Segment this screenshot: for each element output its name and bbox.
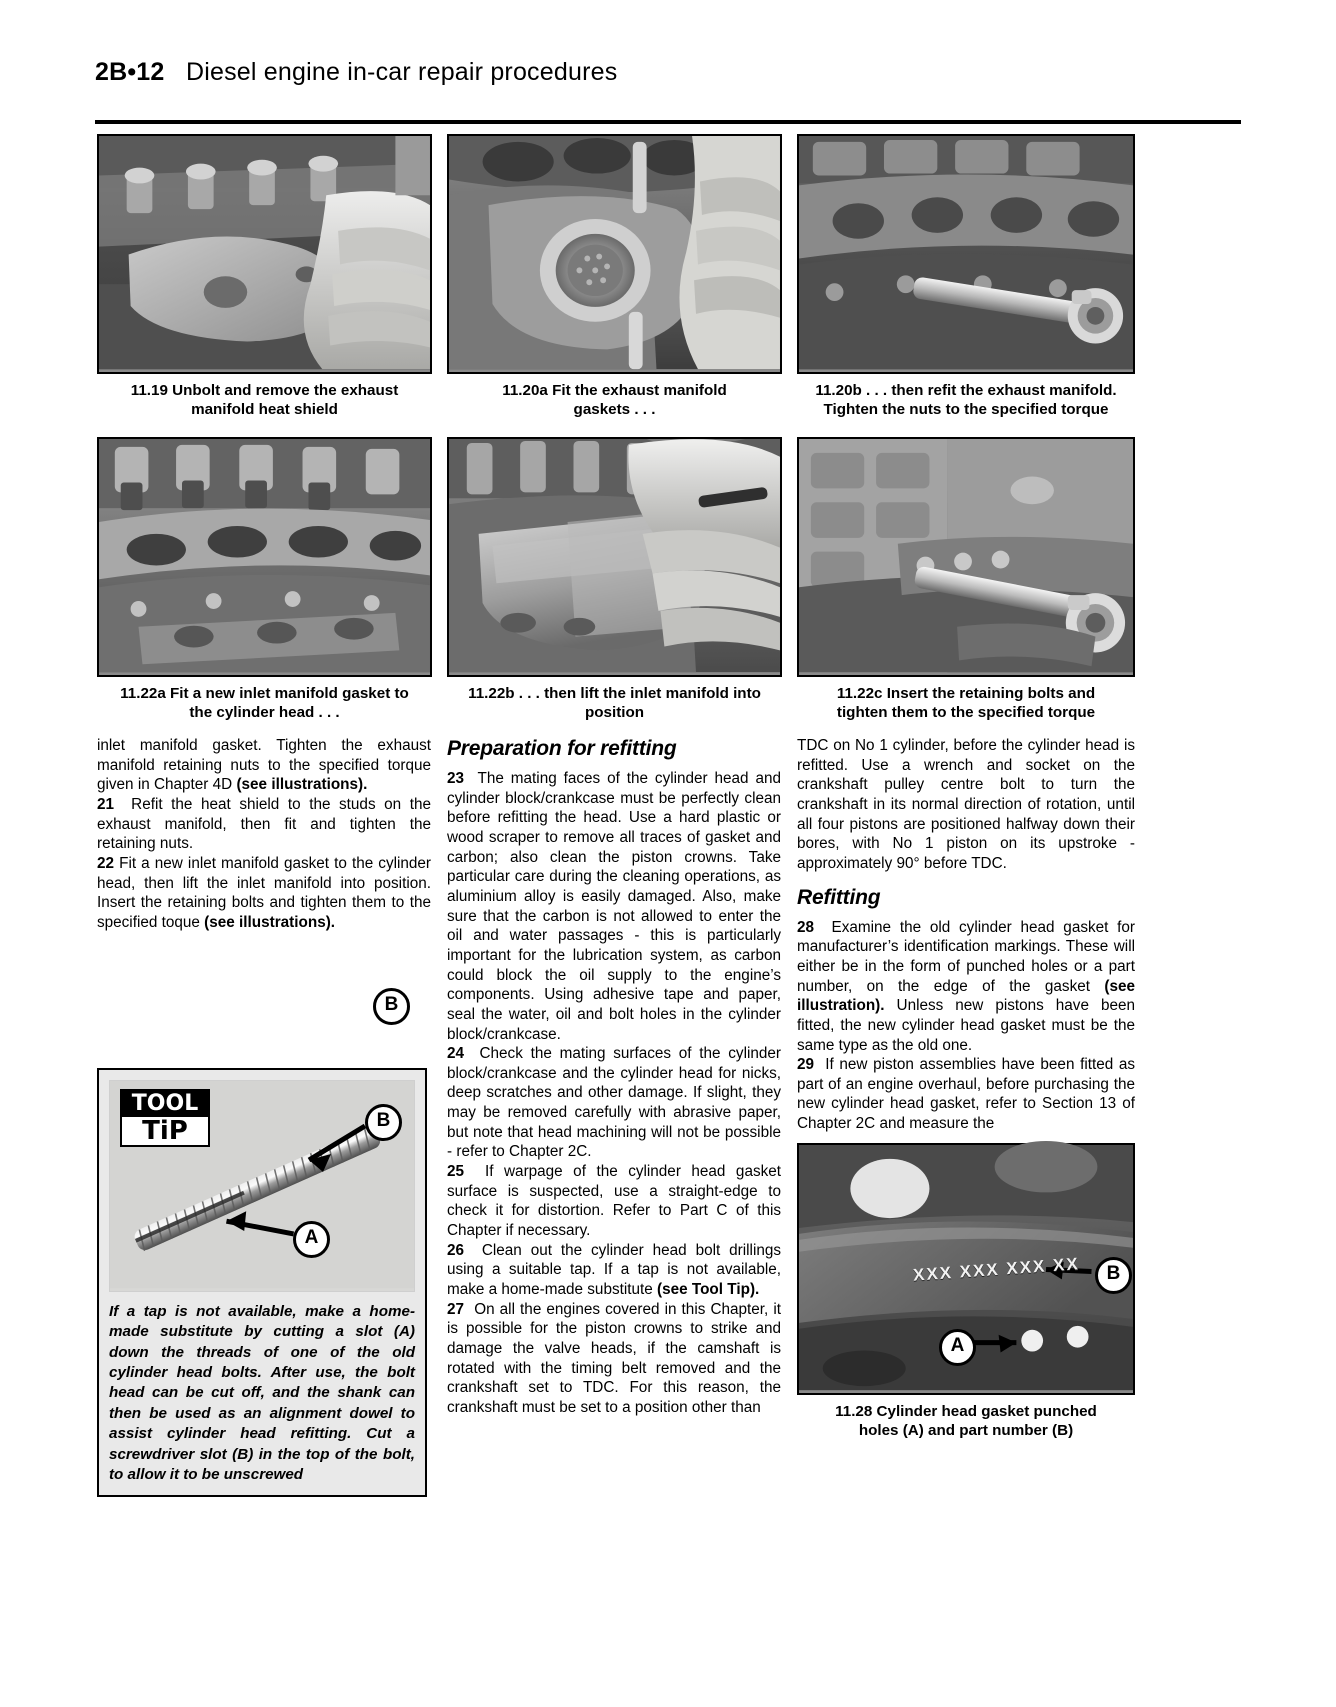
figure-11-22a-photo (97, 437, 432, 677)
figure-11-20b-caption-line1: 11.20b . . . then refit the exhaust manifold. (815, 382, 1117, 399)
figure-11-28-caption (797, 1402, 1135, 1440)
exhaust-manifold-gasket-photo (449, 136, 780, 369)
figure-11-28 (797, 1143, 1135, 1440)
header-rule (95, 120, 1241, 124)
paragraph-21: 21 Refit the heat shield to the studs on the exhaust manifold, then fit and tighten the retaining nuts. (97, 795, 432, 853)
figure-11-20b (797, 134, 1135, 419)
figure-11-22b-caption (447, 684, 782, 722)
figure-11-22a-caption (97, 684, 432, 722)
tool-tip-box (97, 994, 427, 1497)
figure-11-28-caption-line1: 11.28 Cylinder head gasket punched (835, 1403, 1097, 1420)
exhaust-heat-shield-photo (99, 136, 430, 369)
figure-11-22c (797, 437, 1135, 722)
paragraph-20-continued: inlet manifold gasket. Tighten the exhaust manifold retaining nuts to the specified torque given in Chapter 4D (see illustrations). (97, 737, 431, 794)
tool-tip-logo (120, 1089, 210, 1147)
paragraph-25-number: 25 (447, 1163, 465, 1181)
figure-11-22b (447, 437, 782, 722)
paragraph-27-continued: TDC on No 1 cylinder, before the cylinder head is refitted. Use a wrench and socket on the crankshaft pulley centre bolt to turn the crankshaft in its normal direction of rotation, until all four pistons are positioned halfway down their bores, with No 1 piston on its upstroke - approximately 90° before TDC. (797, 737, 1135, 872)
figure-11-20a-caption-line2: gaskets . . . (573, 401, 656, 419)
callout-bubble-b: B (373, 988, 410, 1025)
paragraph-24: 24 Check the mating surfaces of the cylinder block/crankcase and the cylinder head for nicks, deep scratches and other damage. If slight, they may be removed carefully with abrasive paper, but note that head machining will not be possible - refer to Chapter 2C. (447, 1045, 781, 1161)
tool-tip-logo-bottom: TiP (122, 1117, 208, 1145)
figure-11-22a-caption-line1: 11.22a Fit a new inlet manifold gasket to (120, 685, 409, 702)
paragraph-21-number: 21 (97, 795, 115, 813)
gasket-part-number: XXX XXX XXX XX (912, 1254, 1081, 1285)
section-heading-preparation: Preparation for refitting (447, 737, 677, 760)
figure-11-19-caption (97, 381, 432, 419)
see-illustrations-ref-2: (see illustrations). (204, 913, 336, 931)
figure-11-22b-caption-line1: 11.22b . . . then lift the inlet manifold into (468, 685, 761, 702)
paragraph-27: 27 On all the engines covered in this Chapter, it is possible for the piston crowns to strike and damage the valve heads, if the camshaft is rotated with the timing belt removed and the crankshaft set to TDC. For this reason, the crankshaft must be set to a position other than (447, 1300, 782, 1416)
paragraph-24-number: 24 (447, 1045, 465, 1063)
paragraph-29: 29 If new piston assemblies have been fitted as part of an engine overhaul, before purchasing the new cylinder head gasket, refer to Section 13 of Chapter 2C and measure the (797, 1056, 1136, 1133)
figure-11-19-caption-line1: 11.19 Unbolt and remove the exhaust (130, 382, 399, 399)
figure-11-20a-caption (447, 381, 782, 419)
paragraph-26-number: 26 (447, 1241, 465, 1259)
body-column-3 (797, 736, 1135, 1134)
tool-tip-logo-top: TOOL (122, 1091, 208, 1117)
paragraph-29-number: 29 (797, 1056, 815, 1074)
figure-11-20a-photo (447, 134, 782, 374)
figure-11-19-caption-line2: manifold heat shield (191, 401, 338, 419)
page-header (95, 58, 1245, 87)
see-tool-tip-ref: (see Tool Tip). (657, 1281, 760, 1299)
figure-11-28-callout-a: A (939, 1329, 976, 1366)
paragraph-22-number: 22 (97, 854, 115, 872)
page-folio: 2B•12 (95, 58, 165, 86)
paragraph-25: 25 If warpage of the cylinder head gasket surface is suspected, use a straight-edge to check it for distortion. Refer to Part C of this Chapter if necessary. (447, 1163, 782, 1240)
section-heading-refitting: Refitting (797, 885, 881, 909)
figure-11-19 (97, 134, 432, 419)
body-column-2 (447, 736, 781, 1418)
body-column-1 (97, 736, 431, 933)
figure-11-22c-caption-line2: tighten them to the specified torque (836, 704, 1096, 722)
figure-11-28-callout-b: B (1095, 1257, 1132, 1294)
inlet-manifold-lift-photo (449, 439, 780, 672)
figure-11-19-photo (97, 134, 432, 374)
paragraph-28: 28 Examine the old cylinder head gasket for manufacturer’s identification markings. These will either be in the form of punched holes or a part number, on the edge of the gasket (see illustration). Unless new pistons have been fitted, the new cylinder head gasket must be the same type as the old one. (797, 918, 1135, 1054)
tool-tip-photo (109, 994, 415, 1292)
figure-11-20b-caption-line2: Tighten the nuts to the specified torque (823, 401, 1109, 419)
tool-tip-text: If a tap is not available, make a home-made substitute by cutting a slot (A) down the threads of one of the old cylinder head bolts. After use, the bolt head can be cut off, and the shank can then be used as an alignment dowel to assist cylinder head refitting. Cut a screwdriver slot (B) in the top of the bolt, to allow it to be unscrewed (109, 1303, 415, 1483)
figure-11-22c-caption (797, 684, 1135, 722)
torque-wrench-exhaust-photo (799, 136, 1133, 369)
paragraph-22: 22 Fit a new inlet manifold gasket to the cylinder head, then lift the inlet manifold into position. Insert the retaining bolts and tighten them to the specified toque (see illustrations). (97, 854, 432, 931)
see-illustrations-ref-1: (see illustrations). (236, 776, 368, 794)
callout-bubble-a: A (293, 1221, 330, 1258)
torque-wrench-inlet-photo (799, 439, 1133, 672)
figure-11-28-photo (797, 1143, 1135, 1395)
figure-11-22b-caption-line2: position (584, 704, 645, 722)
paragraph-28-number: 28 (797, 918, 815, 936)
figure-11-20b-photo (797, 134, 1135, 374)
paragraph-23-number: 23 (447, 769, 465, 787)
figure-11-22a (97, 437, 432, 722)
figure-11-22b-photo (447, 437, 782, 677)
paragraph-23: 23 The mating faces of the cylinder head and cylinder block/crankcase must be perfectly clean before refitting the head. Use a hard plastic or wood scraper to remove all traces of gasket and carbon; also clean the piston crowns. Take particular care during the cleaning operations, as aluminium alloy is easily damaged. Also, make sure that the carbon is not allowed to enter the oil and water passages - this is particularly important for the lubrication system, as carbon could block the oil supply to the engine’s components. Using adhesive tape and paper, seal the water, oil and bolt holes in the cylinder block/crankcase. (447, 769, 781, 1043)
paragraph-26: 26 Clean out the cylinder head bolt drillings using a suitable tap. If a tap is not available, make a home-made substitute (see Tool Tip). (447, 1241, 782, 1299)
see-illustration-ref-3: (see illustration). (797, 977, 1135, 1015)
figure-11-22a-caption-line2: the cylinder head . . . (189, 704, 340, 722)
page-title: Diesel engine in-car repair procedures (185, 58, 618, 86)
figure-11-20a (447, 134, 782, 419)
paragraph-27-number: 27 (447, 1300, 465, 1318)
inlet-manifold-gasket-photo (99, 439, 430, 672)
figure-11-20b-caption (797, 381, 1135, 419)
callout-bubble-b-outer: B (365, 1104, 402, 1141)
figure-11-22c-caption-line1: 11.22c Insert the retaining bolts and (836, 685, 1096, 702)
figure-11-28-caption-line2: holes (A) and part number (B) (858, 1422, 1074, 1440)
figure-11-20a-caption-line1: 11.20a Fit the exhaust manifold (502, 382, 727, 399)
figure-11-22c-photo (797, 437, 1135, 677)
